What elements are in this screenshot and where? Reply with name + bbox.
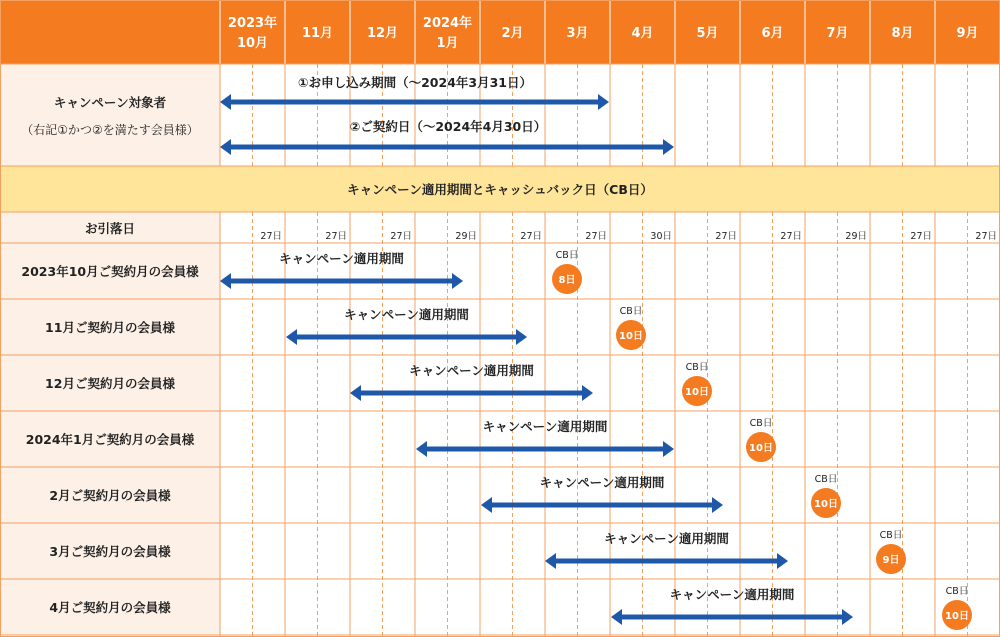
campaign-period-arrow-head-right xyxy=(712,497,723,513)
cb-day: 10日 xyxy=(685,387,709,398)
campaign-period-label: キャンペーン適用期間 xyxy=(279,251,404,266)
debit-day: 27日 xyxy=(780,231,802,242)
cb-label: CB日 xyxy=(749,418,773,429)
row-label: 4月ご契約月の会員様 xyxy=(49,600,171,615)
campaign-period-label: キャンペーン適用期間 xyxy=(539,475,665,490)
campaign-period-arrow-head-left xyxy=(350,385,361,401)
month-label-year: 2024年 xyxy=(422,16,473,31)
cb-day: 9日 xyxy=(882,555,900,566)
row-label: 2023年10月ご契約月の会員様 xyxy=(21,264,199,279)
month-label-year: 2023年 xyxy=(227,16,278,31)
month-label: 8月 xyxy=(891,26,914,41)
campaign-period-arrow-head-right xyxy=(842,609,853,625)
cb-label: CB日 xyxy=(619,306,643,317)
campaign-period-arrow-head-left xyxy=(416,441,427,457)
row-label: 3月ご契約月の会員様 xyxy=(49,544,171,559)
campaign-period-arrow-head-right xyxy=(777,553,788,569)
cb-label: CB日 xyxy=(879,530,903,541)
period2-label: ②ご契約日（～2024年4月30日） xyxy=(349,119,547,134)
month-label: 1月 xyxy=(436,36,459,51)
campaign-period-arrow-head-left xyxy=(220,273,231,289)
campaign-period-arrow-head-right xyxy=(452,273,463,289)
month-label: 3月 xyxy=(566,26,589,41)
target-label-cell xyxy=(0,64,220,166)
campaign-period-arrow-head-right xyxy=(516,329,527,345)
period1-label: ①お申し込み期間（～2024年3月31日） xyxy=(298,75,532,90)
debit-day: 27日 xyxy=(390,231,412,242)
campaign-period-label: キャンペーン適用期間 xyxy=(604,531,729,546)
period2-arrow-head-left xyxy=(220,139,231,155)
debit-day: 27日 xyxy=(260,231,282,242)
month-label: 12月 xyxy=(366,26,399,41)
month-label: 2月 xyxy=(501,26,524,41)
cb-day: 10日 xyxy=(814,499,838,510)
campaign-period-arrow-head-left xyxy=(611,609,622,625)
month-label: 5月 xyxy=(696,26,719,41)
cb-day: 10日 xyxy=(749,443,773,454)
debit-day: 30日 xyxy=(650,231,672,242)
debit-day: 27日 xyxy=(585,231,607,242)
campaign-period-arrow-head-left xyxy=(545,553,556,569)
month-label: 10月 xyxy=(236,36,269,51)
campaign-period-arrow-head-right xyxy=(582,385,593,401)
campaign-period-label: キャンペーン適用期間 xyxy=(482,419,608,434)
period1-arrow-head-left xyxy=(220,94,231,110)
banner-title: キャンペーン適用期間とキャッシュバック日（CB日） xyxy=(347,182,653,197)
campaign-period-label: キャンペーン適用期間 xyxy=(344,307,469,322)
debit-day: 29日 xyxy=(845,231,867,242)
cb-day: 10日 xyxy=(945,611,969,622)
debit-day: 27日 xyxy=(715,231,737,242)
month-label: 11月 xyxy=(301,26,334,41)
cb-label: CB日 xyxy=(685,362,709,373)
period2-arrow-head-right xyxy=(663,139,674,155)
month-label: 9月 xyxy=(956,26,979,41)
campaign-period-arrow-head-left xyxy=(286,329,297,345)
row-label: 11月ご契約月の会員様 xyxy=(45,320,175,335)
row-label: 12月ご契約月の会員様 xyxy=(45,376,175,391)
cb-day: 8日 xyxy=(558,275,576,286)
period1-arrow-head-right xyxy=(598,94,609,110)
debit-day: 27日 xyxy=(520,231,542,242)
row-label: 2024年1月ご契約月の会員様 xyxy=(25,432,195,447)
cb-label: CB日 xyxy=(814,474,838,485)
header-band xyxy=(0,0,1000,64)
campaign-period-arrow-head-right xyxy=(663,441,674,457)
row-label: 2月ご契約月の会員様 xyxy=(49,488,171,503)
target-label: キャンペーン対象者 xyxy=(53,95,167,110)
cb-label: CB日 xyxy=(555,250,579,261)
debit-day: 27日 xyxy=(325,231,347,242)
campaign-period-label: キャンペーン適用期間 xyxy=(409,363,534,378)
debit-label: お引落日 xyxy=(84,221,136,236)
debit-day: 27日 xyxy=(975,231,997,242)
debit-day: 27日 xyxy=(910,231,932,242)
target-sublabel: （右記①かつ②を満たす会員様） xyxy=(21,123,199,137)
debit-day: 29日 xyxy=(455,231,477,242)
month-label: 7月 xyxy=(826,26,849,41)
month-label: 4月 xyxy=(631,26,654,41)
campaign-period-arrow-head-left xyxy=(481,497,492,513)
month-label: 6月 xyxy=(761,26,784,41)
campaign-period-label: キャンペーン適用期間 xyxy=(669,587,795,602)
cb-day: 10日 xyxy=(619,331,643,342)
cb-label: CB日 xyxy=(945,586,969,597)
